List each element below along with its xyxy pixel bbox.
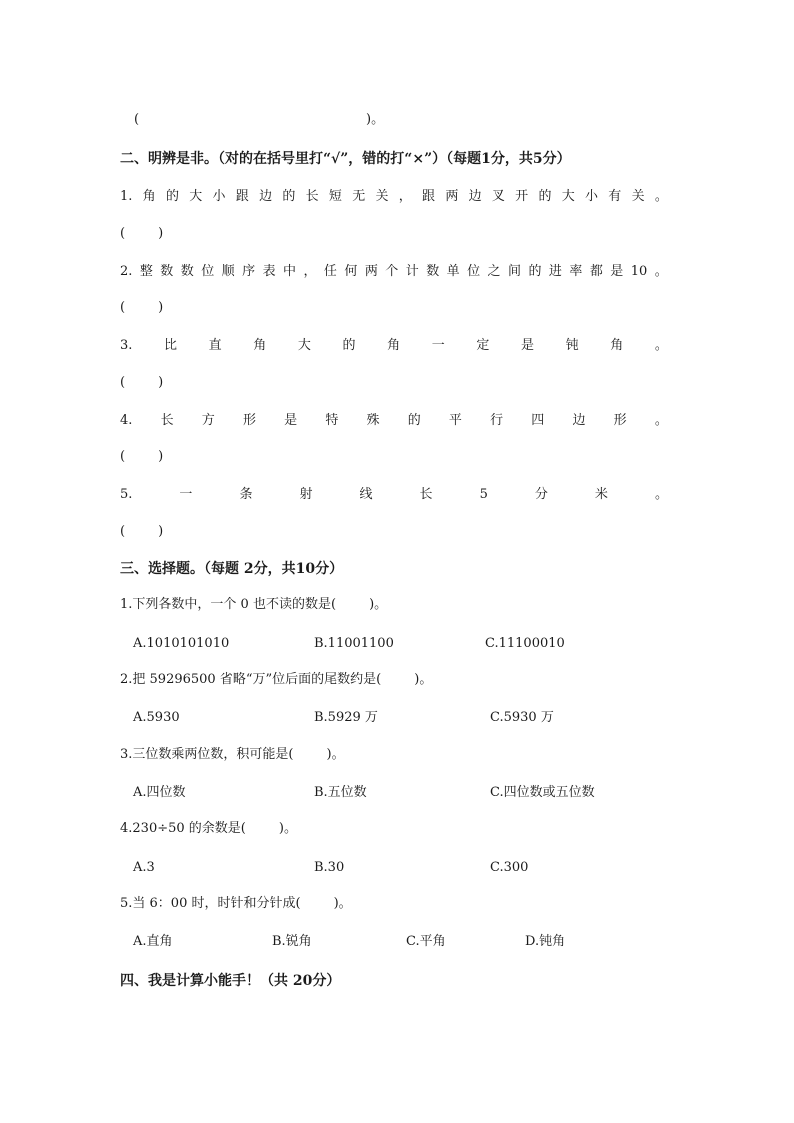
statement-char: 米 bbox=[594, 487, 608, 502]
question-text: 1.下列各数中，一个 0 也不读的数是( )。 bbox=[120, 597, 388, 612]
statement-char: 线 bbox=[359, 487, 373, 502]
section2-heading: 二、明辨是非。（对的在括号里打“√”，错的打“×”）（每题1分，共5分） bbox=[120, 151, 571, 167]
statement-char: ， bbox=[398, 189, 412, 204]
statement-char: 平 bbox=[448, 413, 462, 428]
statement-char: 叉 bbox=[491, 189, 505, 204]
tf-statement bbox=[120, 338, 668, 354]
statement-char: 。 bbox=[654, 189, 668, 204]
answer-blank[interactable]: ( ) bbox=[120, 226, 164, 241]
statement-char: 角 bbox=[253, 338, 267, 353]
answer-option[interactable]: C.300 bbox=[490, 860, 529, 875]
statement-char: 长 bbox=[419, 487, 433, 502]
statement-char: 直 bbox=[208, 338, 222, 353]
statement-char: 两 bbox=[364, 264, 378, 279]
statement-char: 两 bbox=[445, 189, 459, 204]
statement-char: 5. bbox=[120, 487, 133, 502]
statement-char: 率 bbox=[569, 264, 583, 279]
statement-char: 关 bbox=[631, 189, 645, 204]
statement-char: 殊 bbox=[366, 413, 380, 428]
statement-char: 有 bbox=[608, 189, 622, 204]
statement-char: 边 bbox=[259, 189, 273, 204]
statement-char: 的 bbox=[165, 189, 179, 204]
statement-char: 方 bbox=[201, 413, 215, 428]
answer-option[interactable]: D.钝角 bbox=[525, 934, 566, 949]
question-text: 3.三位数乘两位数，积可能是( )。 bbox=[120, 747, 345, 762]
statement-char: 分 bbox=[534, 487, 548, 502]
statement-char: 角 bbox=[387, 338, 401, 353]
statement-char: 关 bbox=[375, 189, 389, 204]
answer-option[interactable]: A.直角 bbox=[133, 934, 173, 949]
statement-char: 。 bbox=[654, 487, 668, 502]
statement-char: 表 bbox=[262, 264, 276, 279]
question-text: 4.230÷50 的余数是( )。 bbox=[120, 821, 297, 836]
statement-char: 。 bbox=[654, 338, 668, 353]
question-text: 2.把 59296500 省略“万”位后面的尾数约是( )。 bbox=[120, 672, 433, 687]
statement-char: 何 bbox=[344, 264, 358, 279]
statement-char: 是 bbox=[610, 264, 624, 279]
answer-option[interactable]: C.11100010 bbox=[485, 636, 565, 651]
tf-statement bbox=[120, 487, 668, 503]
statement-char: 跟 bbox=[422, 189, 436, 204]
statement-char: 计 bbox=[405, 264, 419, 279]
statement-char: 钝 bbox=[565, 338, 579, 353]
answer-option[interactable]: B.锐角 bbox=[272, 934, 312, 949]
question-text: 5.当 6：00 时，时针和分针成( )。 bbox=[120, 896, 352, 911]
answer-option[interactable]: B.11001100 bbox=[314, 636, 394, 651]
statement-char: 长 bbox=[305, 189, 319, 204]
tf-statement bbox=[120, 413, 668, 429]
statement-char: 大 bbox=[297, 338, 311, 353]
statement-char: 一 bbox=[431, 338, 445, 353]
statement-char: 边 bbox=[572, 413, 586, 428]
statement-char: 定 bbox=[476, 338, 490, 353]
blank-close-paren: )。 bbox=[366, 112, 385, 127]
statement-char: 1. bbox=[120, 189, 133, 204]
statement-char: 小 bbox=[585, 189, 599, 204]
statement-char: 数 bbox=[426, 264, 440, 279]
answer-option[interactable]: A.5930 bbox=[133, 710, 180, 725]
answer-option[interactable]: C.平角 bbox=[406, 934, 446, 949]
statement-char: 短 bbox=[328, 189, 342, 204]
statement-char: 3. bbox=[120, 338, 133, 353]
section4-heading: 四、我是计算小能手！（共 20分） bbox=[120, 973, 341, 989]
statement-char: 单 bbox=[446, 264, 460, 279]
statement-char: 位 bbox=[467, 264, 481, 279]
statement-char: 一 bbox=[179, 487, 193, 502]
statement-char: 的 bbox=[407, 413, 421, 428]
answer-option[interactable]: B.5929 万 bbox=[314, 710, 378, 725]
statement-char: 顺 bbox=[221, 264, 235, 279]
statement-char: 位 bbox=[201, 264, 215, 279]
statement-char: 行 bbox=[490, 413, 504, 428]
statement-char: 都 bbox=[589, 264, 603, 279]
statement-char: 的 bbox=[282, 189, 296, 204]
answer-option[interactable]: A.1010101010 bbox=[133, 636, 230, 651]
tf-statement bbox=[120, 264, 668, 280]
answer-option[interactable]: B.30 bbox=[314, 860, 345, 875]
statement-char: 开 bbox=[515, 189, 529, 204]
statement-char: 边 bbox=[468, 189, 482, 204]
statement-char: 特 bbox=[325, 413, 339, 428]
statement-char: 中 bbox=[283, 264, 297, 279]
statement-char: 之 bbox=[487, 264, 501, 279]
statement-char: 2. bbox=[120, 264, 133, 279]
answer-option[interactable]: A.四位数 bbox=[133, 785, 186, 800]
statement-char: 小 bbox=[212, 189, 226, 204]
statement-char: 比 bbox=[164, 338, 178, 353]
statement-char: 任 bbox=[323, 264, 337, 279]
statement-char: 的 bbox=[528, 264, 542, 279]
statement-char: 序 bbox=[242, 264, 256, 279]
answer-option[interactable]: B.五位数 bbox=[314, 785, 367, 800]
statement-char: 间 bbox=[508, 264, 522, 279]
statement-char: 5 bbox=[479, 487, 488, 502]
statement-char: 4. bbox=[120, 413, 133, 428]
statement-char: 射 bbox=[299, 487, 313, 502]
tf-statement bbox=[120, 189, 668, 205]
statement-char: 。 bbox=[654, 264, 668, 279]
statement-char: 形 bbox=[613, 413, 627, 428]
statement-char: 的 bbox=[538, 189, 552, 204]
blank-open-paren: ( bbox=[134, 112, 140, 127]
answer-option[interactable]: C.四位数或五位数 bbox=[490, 785, 595, 800]
answer-blank[interactable]: ( ) bbox=[120, 524, 164, 539]
statement-char: 无 bbox=[352, 189, 366, 204]
statement-char: 是 bbox=[284, 413, 298, 428]
statement-char: 的 bbox=[342, 338, 356, 353]
answer-blank[interactable]: ( ) bbox=[120, 449, 164, 464]
statement-char: 。 bbox=[654, 413, 668, 428]
statement-char: 角 bbox=[142, 189, 156, 204]
answer-blank[interactable]: ( ) bbox=[120, 375, 164, 390]
statement-char: 大 bbox=[561, 189, 575, 204]
statement-char: 四 bbox=[531, 413, 545, 428]
statement-char: ， bbox=[303, 264, 317, 279]
statement-char: 长 bbox=[160, 413, 174, 428]
statement-char: 角 bbox=[610, 338, 624, 353]
statement-char: 数 bbox=[160, 264, 174, 279]
answer-blank[interactable]: ( ) bbox=[120, 300, 164, 315]
statement-char: 形 bbox=[242, 413, 256, 428]
statement-char: 条 bbox=[239, 487, 253, 502]
statement-char: 是 bbox=[521, 338, 535, 353]
answer-option[interactable]: A.3 bbox=[133, 860, 155, 875]
statement-char: 进 bbox=[548, 264, 562, 279]
statement-char: 个 bbox=[385, 264, 399, 279]
statement-char: 10 bbox=[630, 264, 648, 279]
statement-char: 跟 bbox=[235, 189, 249, 204]
answer-option[interactable]: C.5930 万 bbox=[490, 710, 554, 725]
section3-heading: 三、选择题。（每题 2分，共10分） bbox=[120, 561, 344, 577]
statement-char: 整 bbox=[139, 264, 153, 279]
statement-char: 大 bbox=[189, 189, 203, 204]
statement-char: 数 bbox=[180, 264, 194, 279]
